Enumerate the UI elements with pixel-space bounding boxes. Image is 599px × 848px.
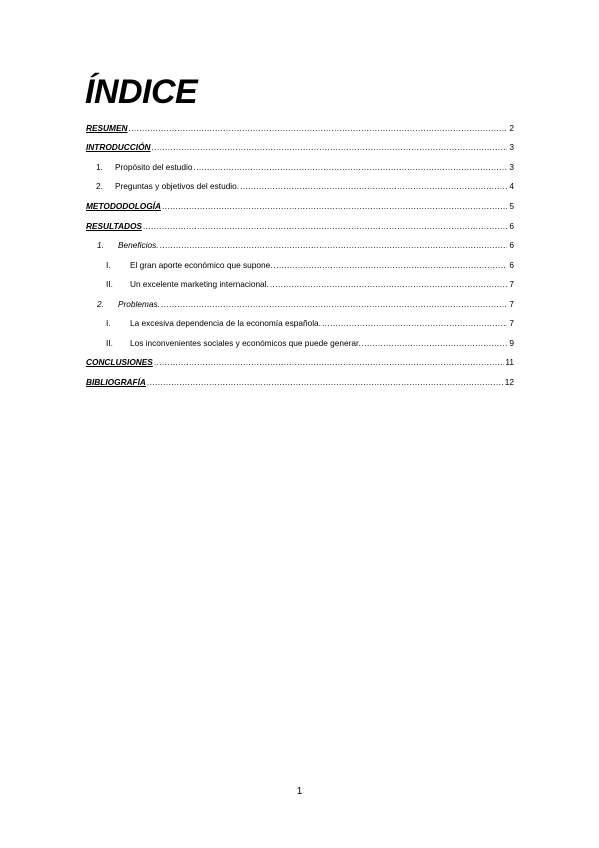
toc-entry-page: 6 — [509, 259, 514, 270]
toc-entry-page: 5 — [509, 200, 514, 211]
toc-entry-number: II. — [106, 279, 113, 290]
toc-leader-dots — [147, 376, 504, 388]
toc-leader-dots — [129, 122, 508, 134]
toc-leader-dots — [362, 337, 507, 349]
toc-leader-dots — [152, 141, 507, 153]
toc-entry-label: RESUMEN — [86, 122, 128, 133]
toc-entry-label: CONCLUSIONES — [86, 357, 153, 368]
toc-entry-label: Un excelente marketing internacional. — [130, 279, 269, 290]
toc-leader-dots — [143, 220, 507, 232]
toc-entry-label: El gran aporte económico que supone. — [130, 259, 273, 270]
toc-entry-number: II. — [106, 337, 113, 348]
toc-entry-marketing[interactable] — [86, 274, 514, 294]
toc-leader-dots — [322, 317, 507, 329]
toc-entry-page: 12 — [504, 376, 514, 387]
toc-entry-page: 7 — [509, 298, 514, 309]
toc-entry-label: METODODOLOGÍA — [86, 200, 161, 211]
toc-entry-label: INTRODUCCIÓN — [86, 142, 151, 153]
toc-leader-dots — [270, 278, 507, 290]
toc-entry-metodologia[interactable] — [86, 196, 514, 216]
toc-leader-dots — [274, 259, 507, 271]
toc-entry-inconvenientes[interactable] — [86, 333, 514, 353]
toc-entry-label: RESULTADOS — [86, 220, 142, 231]
toc-entry-page: 4 — [509, 181, 514, 192]
page-number: 1 — [296, 786, 303, 797]
toc-entry-label: La excesiva dependencia de la economía española. — [130, 318, 321, 329]
toc-entry-label: Los inconvenientes sociales y económicos que puede generar. — [130, 337, 361, 348]
toc-entry-page: 2 — [509, 122, 514, 133]
toc-entry-aporte-economico[interactable] — [86, 255, 514, 275]
toc-entry-number: 1. — [97, 240, 104, 251]
toc-entry-page: 3 — [509, 161, 514, 172]
toc-entry-page: 9 — [509, 337, 514, 348]
table-of-contents — [86, 118, 514, 392]
toc-entry-problemas[interactable] — [86, 294, 514, 314]
toc-entry-preguntas[interactable] — [86, 177, 514, 197]
toc-entry-page: 7 — [509, 318, 514, 329]
toc-entry-number: 1. — [96, 161, 103, 172]
toc-entry-introduccion[interactable] — [86, 138, 514, 158]
toc-entry-label: Problemas. — [118, 298, 160, 309]
toc-entry-label: BIBLIOGRAFÍA — [86, 376, 146, 387]
toc-entry-proposito[interactable] — [86, 157, 514, 177]
toc-entry-page: 3 — [509, 142, 514, 153]
toc-entry-page: 6 — [509, 220, 514, 231]
toc-entry-label: Propósito del estudio — [115, 161, 193, 172]
toc-entry-number: I. — [106, 259, 111, 270]
toc-entry-number: 2. — [97, 298, 104, 309]
toc-entry-label: Preguntas y objetivos del estudio. — [115, 181, 240, 192]
toc-entry-beneficios[interactable] — [86, 235, 514, 255]
toc-entry-number: 2. — [96, 181, 103, 192]
toc-entry-dependencia[interactable] — [86, 313, 514, 333]
toc-entry-conclusiones[interactable] — [86, 353, 514, 373]
toc-leader-dots — [194, 161, 508, 173]
toc-entry-page: 7 — [509, 279, 514, 290]
toc-entry-number: I. — [106, 318, 111, 329]
toc-entry-label: Beneficios. — [118, 240, 159, 251]
toc-leader-dots — [161, 298, 507, 310]
toc-leader-dots — [240, 180, 507, 192]
toc-leader-dots — [160, 239, 507, 251]
toc-entry-bibliografia[interactable] — [86, 372, 514, 392]
toc-entry-resultados[interactable] — [86, 216, 514, 236]
toc-leader-dots — [154, 356, 505, 368]
toc-entry-resumen[interactable] — [86, 118, 514, 138]
toc-leader-dots — [162, 200, 507, 212]
page-title: ÍNDICE — [85, 73, 198, 111]
toc-entry-page: 11 — [505, 357, 514, 368]
toc-entry-page: 6 — [509, 240, 514, 251]
